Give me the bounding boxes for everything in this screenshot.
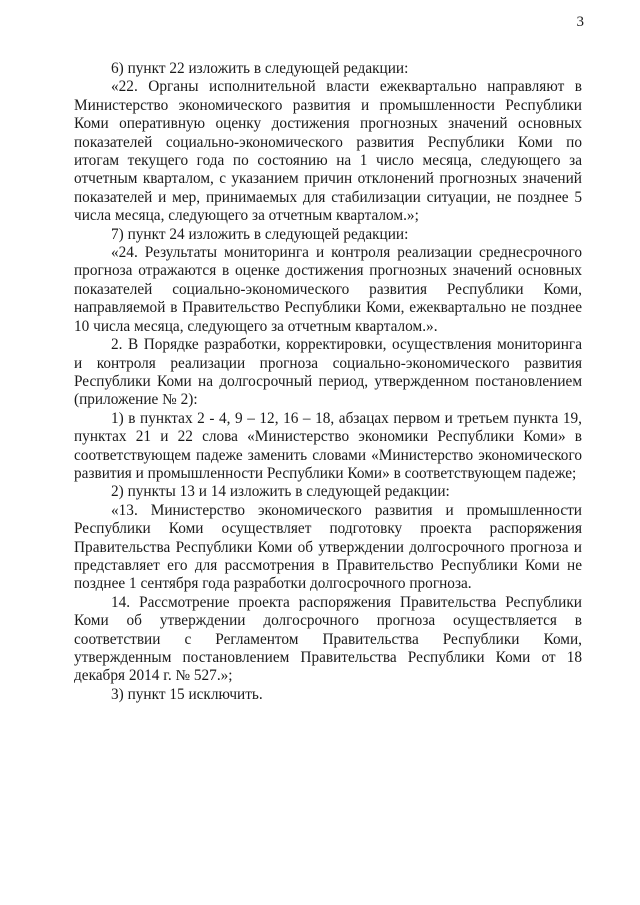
paragraph-item-6: 6) пункт 22 изложить в следующей редакции: — [111, 60, 409, 77]
paragraph-quote-22: «22. Органы исполнительной власти ежеквартально направляют в Министерство экономического развития и промышленности Республики Коми оперативную оценку достижения прогнозных значений основных показателей социально-экономического развития Республики Коми по итогам текущего года по состоянию на 1 число месяца, следующего за отчетным кварталом, с указанием причин отклонений прогнозных значений показателей и мер, принимаемых для стабилизации ситуации, не позднее 5 числа месяца, следующего за отчетным кварталом.»; — [74, 78, 582, 225]
paragraph-quote-24: «24. Результаты мониторинга и контроля реализации среднесрочного прогноза отражаются в оценке достижения прогнозных значений основных показателей социально-экономического развития Республики Коми, направляемой в Правительство Республики Коми, ежеквартально не позднее 10 числа месяца, следующего за отчетным кварталом.». — [74, 244, 582, 335]
paragraph-subitem-1: 1) в пунктах 2 - 4, 9 – 12, 16 – 18, абзацах первом и третьем пункта 19, пунктах 21 и 22 слова «Министерство экономики Республики Коми» в соответствующем падеже заменить словами «Министерство экономического развития и промышленности Республики Коми» в соответствующем падеже; — [74, 409, 582, 482]
paragraph-item-7: 7) пункт 24 изложить в следующей редакции: — [111, 225, 409, 243]
paragraph-quote-14: 14. Рассмотрение проекта распоряжения Правительства Республики Коми об утверждении долгосрочного прогноза осуществляется в соответствии с Регламентом Правительства Республики Коми, утвержденным постановлением Правительства Республики Коми от 18 декабря 2014 г. № 527.»; — [74, 593, 582, 685]
paragraph-quote-13: «13. Министерство экономического развития и промышленности Республики Коми осуществляет подготовку проекта распоряжения Правительства Республики Коми об утверждении долгосрочного прогноза и представляет его для рассмотрения в Правительство Республики Коми не позднее 1 сентября года разработки долгосрочного прогноза. — [74, 501, 582, 593]
paragraph-subitem-3: 3) пункт 15 исключить. — [111, 685, 263, 703]
document-body — [74, 60, 582, 704]
page-number: 3 — [576, 14, 584, 30]
paragraph-subitem-2: 2) пункты 13 и 14 изложить в следующей редакции: — [111, 483, 450, 501]
paragraph-section-2: 2. В Порядке разработки, корректировки, осуществления мониторинга и контроля реализации прогноза социально-экономического развития Республики Коми на долгосрочный период, утвержденном постановлением (приложение № 2): — [74, 336, 582, 409]
